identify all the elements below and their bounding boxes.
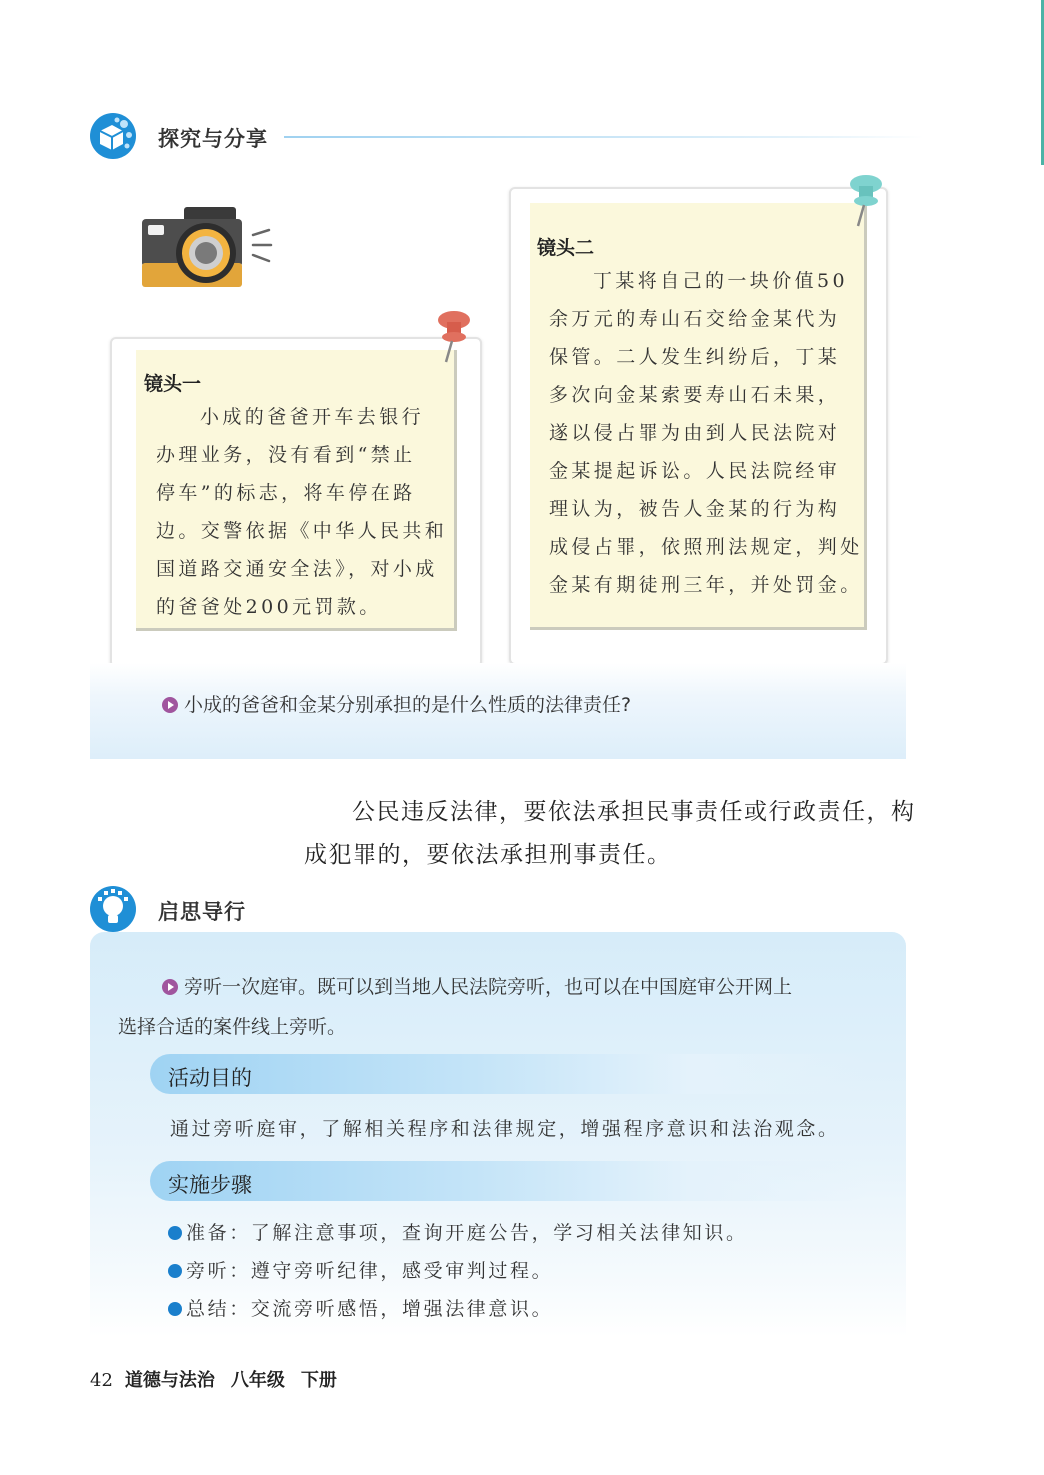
- section-title-guide: 启思导行: [158, 900, 246, 924]
- case-card-1-line: 停车”的标志，将车停在路: [156, 482, 416, 504]
- cube-bubbles-icon: [90, 113, 136, 159]
- section-divider: [284, 136, 924, 138]
- case-card-2-line: 丁某将自己的一块价值50: [593, 270, 848, 292]
- case-card-2-line: 金某有期徒刑三年，并处罚金。: [549, 574, 863, 596]
- volume-label: 下册: [300, 1370, 337, 1391]
- grade-label: 八年级: [230, 1370, 285, 1391]
- section-title-explore: 探究与分享: [158, 127, 268, 151]
- lightbulb-icon: [90, 886, 136, 932]
- purpose-text: 通过旁听庭审，了解相关程序和法律规定，增强程序意识和法治观念。: [170, 1118, 840, 1140]
- play-bullet-icon: [162, 697, 178, 713]
- bullet-dot-icon: [168, 1264, 182, 1278]
- case-card-1-title: 镜头一: [144, 373, 202, 395]
- case-card-1-line: 的爸爸处200元罚款。: [156, 596, 382, 618]
- push-pin-icon: [434, 308, 474, 368]
- case-card-2-title: 镜头二: [537, 237, 595, 259]
- play-bullet-icon: [162, 979, 178, 995]
- case-card-2-line: 金某提起诉讼。人民法院经审: [549, 460, 841, 482]
- camera-icon: [138, 205, 283, 295]
- question-text: 小成的爸爸和金某分别承担的是什么性质的法律责任?: [184, 694, 632, 716]
- case-card-2-line: 成侵占罪，依照刑法规定，判处: [549, 536, 863, 558]
- bullet-dot-icon: [168, 1302, 182, 1316]
- purpose-heading: [150, 1054, 870, 1094]
- page-footer: [90, 1366, 353, 1392]
- bullet-dot-icon: [168, 1226, 182, 1240]
- step-item: [168, 1218, 748, 1245]
- steps-heading-label: 实施步骤: [168, 1173, 252, 1197]
- step-text: 旁听：遵守旁听纪律，感受审判过程。: [186, 1260, 554, 1282]
- step-item: [168, 1294, 553, 1321]
- activity-intro-line2: 选择合适的案件线上旁听。: [118, 1016, 347, 1038]
- case-card-1-line: 小成的爸爸开车去银行: [200, 406, 425, 428]
- case-card-2-line: 遂以侵占罪为由到人民法院对: [549, 422, 841, 444]
- case-card-2-line: 保管。二人发生纠纷后，丁某: [549, 346, 841, 368]
- case-card-2-line: 余万元的寿山石交给金某代为: [549, 308, 841, 330]
- case-card-1-line: 边。交警依据《中华人民共和: [156, 520, 448, 542]
- push-pin-icon: [846, 172, 886, 232]
- key-statement-line: 公民违反法律，要依法承担民事责任或行政责任，构: [352, 799, 916, 825]
- discussion-question: [162, 690, 631, 717]
- case-card-1-line: 国道路交通安全法》，对小成: [156, 558, 438, 580]
- case-card-2-line: 多次向金某索要寿山石未果，: [549, 384, 841, 406]
- step-text: 准备：了解注意事项，查询开庭公告，学习相关法律知识。: [186, 1222, 748, 1244]
- case-card-1-line: 办理业务，没有看到“禁止: [156, 444, 416, 466]
- step-item: [168, 1256, 553, 1283]
- page-number: 42: [90, 1370, 113, 1391]
- step-text: 总结：交流旁听感悟，增强法律意识。: [186, 1298, 554, 1320]
- purpose-heading-label: 活动目的: [168, 1066, 252, 1090]
- case-card-2-line: 理认为，被告人金某的行为构: [549, 498, 841, 520]
- key-statement-line: 成犯罪的，要依法承担刑事责任。: [304, 842, 672, 868]
- activity-intro-line1: 旁听一次庭审。既可以到当地人民法院旁听，也可以在中国庭审公开网上: [184, 976, 793, 998]
- book-title: 道德与法治: [124, 1370, 215, 1391]
- steps-heading: [150, 1161, 870, 1201]
- activity-intro: [162, 972, 792, 999]
